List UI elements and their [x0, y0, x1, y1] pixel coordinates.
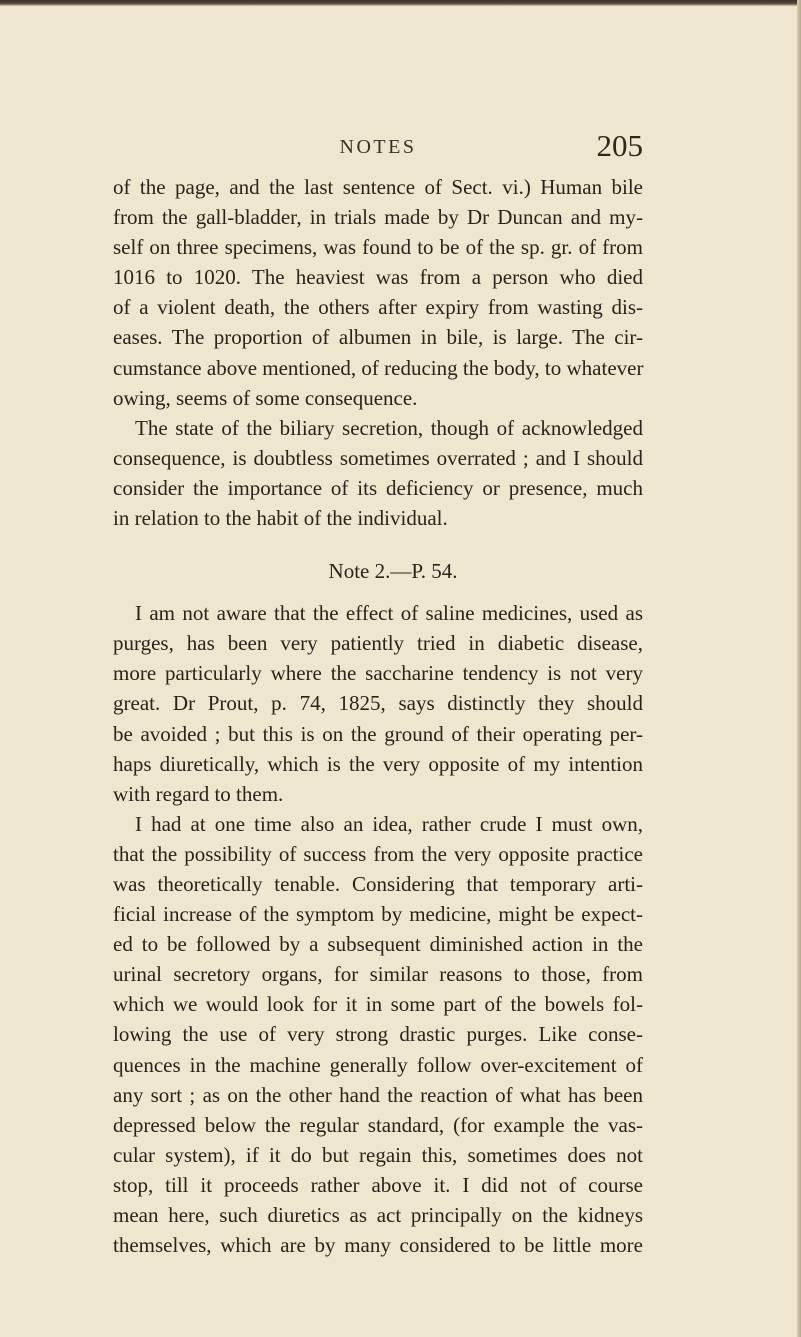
text-line: eases. The proportion of albumen in bile, is large. The cir-	[113, 325, 643, 350]
text-line: in relation to the habit of the individual.	[113, 506, 448, 531]
text-line: was theoretically tenable. Considering that temporary arti-	[113, 871, 643, 896]
text-line: urinal secretory organs, for similar reasons to those, from	[113, 962, 643, 987]
section-title: NOTES	[339, 136, 417, 158]
text-line: purges, has been very patiently tried in diabetic disease,	[113, 631, 643, 656]
text-line: any sort ; as on the other hand the reaction of what has been	[113, 1082, 643, 1107]
paragraph	[113, 809, 643, 1260]
text-line: great. Dr Prout, p. 74, 1825, says distinctly they should	[113, 691, 643, 716]
text-line: self on three specimens, was found to be of the sp. gr. of from	[113, 235, 643, 260]
text-line: of a violent death, the others after expiry from wasting dis-	[113, 295, 643, 320]
text-line: I had at one time also an idea, rather crude I must own,	[135, 811, 643, 836]
text-line: mean here, such diuretics as act principally on the kidneys	[113, 1203, 643, 1227]
text-line: ficial increase of the symptom by medicine, might be expect-	[113, 902, 643, 927]
page-number: 205	[596, 128, 643, 163]
text-line: owing, seems of some consequence.	[113, 385, 418, 410]
text-line: haps diuretically, which is the very opposite of my intention	[113, 751, 643, 776]
text-line: cumstance above mentioned, of reducing the body, to whatever	[113, 355, 644, 380]
paragraph	[113, 172, 643, 413]
text-line: that the possibility of success from the very opposite practice	[113, 841, 643, 866]
text-line: consider the importance of its deficiency or presence, much	[113, 475, 643, 500]
text-line: cular system), if it do but regain this, sometimes does not	[113, 1142, 643, 1167]
text-line: stop, till it proceeds rather above it. I did not of course	[113, 1172, 643, 1197]
paragraph	[113, 598, 643, 809]
text-line: of the page, and the last sentence of Sect. vi.) Human bile	[113, 175, 643, 199]
paragraph	[113, 413, 643, 533]
text-line: more particularly where the saccharine tendency is not very	[113, 661, 643, 686]
running-head	[113, 128, 643, 168]
text-line: depressed below the regular standard, (for example the vas-	[113, 1112, 643, 1137]
text-line: 1016 to 1020. The heaviest was from a person who died	[113, 265, 643, 290]
text-line: be avoided ; but this is on the ground of their operating per-	[113, 721, 643, 746]
body-text	[113, 172, 643, 1260]
text-line: with regard to them.	[113, 781, 284, 806]
text-line: lowing the use of very strong drastic purges. Like conse-	[113, 1022, 643, 1047]
text-line: quences in the machine generally follow over-excitement of	[113, 1052, 643, 1077]
text-line: I am not aware that the effect of saline medicines, used as	[135, 601, 643, 626]
note-heading: Note 2.—P. 54.	[328, 559, 458, 584]
text-line: consequence, is doubtless sometimes overrated ; and I should	[113, 445, 643, 470]
text-line: from the gall-bladder, in trials made by Dr Duncan and my-	[113, 205, 643, 230]
text-line: which we would look for it in some part of the bowels fol-	[113, 992, 643, 1017]
text-line: ed to be followed by a subsequent diminished action in the	[113, 932, 643, 957]
text-line: themselves, which are by many considered to be little more	[113, 1233, 643, 1258]
text-line: The state of the biliary secretion, though of acknowledged	[135, 415, 643, 440]
